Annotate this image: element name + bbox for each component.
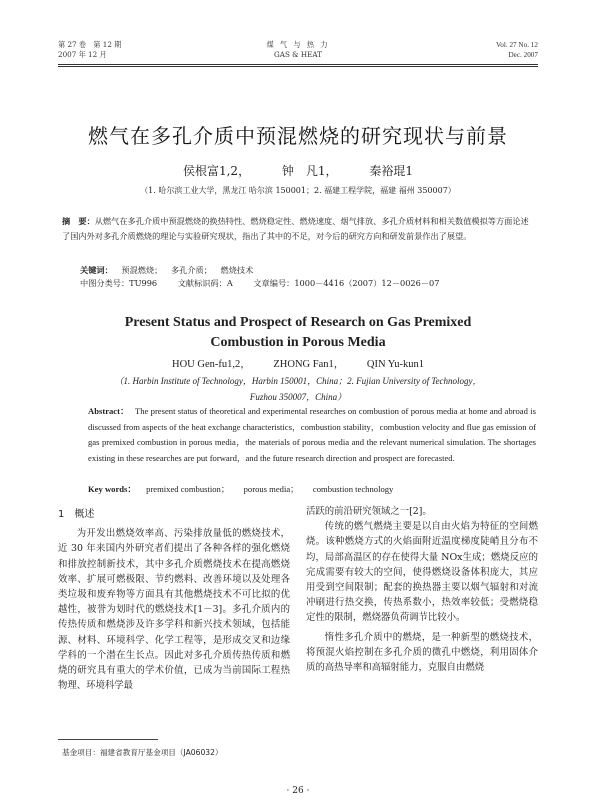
header-volume-en: Vol. 27 No. 12: [496, 41, 538, 49]
title-en-line-2: Combustion in Porous Media: [210, 335, 386, 350]
authors-en: [0, 356, 596, 371]
body-paragraph-2: 传统的燃气燃烧主要是以自由火焰为特征的空间燃烧。该种燃烧方式的火焰面附近温度梯度陡峭且分布不均，局部高温区的存在使得大量 NOx生成；燃烧反应的完成需要有较大的空间，使得燃烧设备体积庞大，其应用受到空间限制；配套的换热器主要以烟气辐射和对流冲刷进行热交换，传热系数小，热效率较低；受燃烧稳定性的限制，燃烧器负荷调节比较小。: [306, 521, 538, 624]
footnote-funding: 基金项目：福建省教育厅基金项目（JA06032）: [62, 748, 223, 757]
page-title-en: [0, 313, 596, 353]
abstract-en-label: Abstract：: [88, 406, 129, 416]
author-2-cn: 钟 凡1，: [281, 164, 338, 178]
affiliation-en-line-1: （1. Harbin Institute of Technology，Harbin 150001，China；2. Fujian University of Technology，: [114, 376, 482, 386]
keyword-cn-2: 多孔介质；: [170, 265, 212, 275]
affiliation-en: [70, 373, 526, 405]
abstract-cn-label: 摘 要：: [62, 216, 95, 226]
keyword-en-2: porous media；: [243, 484, 299, 494]
author-3-cn: 秦裕琨1: [369, 164, 414, 178]
authors-cn: [0, 162, 596, 179]
body-paragraph-continued: 活跃的前沿研究领域之一[2]。: [306, 506, 432, 517]
keyword-cn-3: 燃烧技术: [220, 265, 254, 275]
footnote-rule: [58, 739, 158, 740]
article-meta: [80, 278, 457, 289]
section-1-title: 1 概述: [58, 509, 95, 520]
abstract-en-text: The present status of theoretical and experimental researches on combustion of porous media at home and abroad is discussed from aspects of the heat exchange characteristics，combustion stability，combustion velocity and flue gas emission of gas premixed combustion in porous media，the materials of porous media and the relevant numerical simulation. The shortages existing in these researches are put forward，and the future research direction and prospect are forecasted.: [88, 406, 536, 463]
affiliation-cn: （1. 哈尔滨工业大学，黑龙江 哈尔滨 150001；2. 福建工程学院，福建 福州 350007）: [140, 186, 456, 195]
header-date-en: Dec. 2007: [508, 51, 538, 59]
page-number: · 26 ·: [286, 786, 310, 796]
journal-name-en: GAS & HEAT: [274, 50, 322, 59]
author-1-cn: 侯根富1,2，: [182, 164, 251, 178]
header-rule-top: [58, 64, 538, 65]
keyword-cn-1: 预混燃烧；: [121, 265, 163, 275]
abstract-en: [88, 404, 536, 466]
body-column-right: [306, 504, 538, 675]
keyword-en-3: combustion technology: [312, 484, 394, 494]
header-volume: 第 27 卷 第 12 期: [58, 40, 122, 49]
header-rule-bottom: [58, 66, 538, 67]
body-column-left: [58, 507, 290, 693]
abstract-cn: [62, 214, 536, 244]
keywords-en-label: Key words：: [88, 484, 136, 494]
author-2-en: ZHONG Fan1，: [273, 359, 345, 370]
title-en-line-1: Present Status and Prospect of Research on Gas Premixed: [124, 315, 472, 330]
keywords-cn: [62, 263, 536, 278]
keywords-cn-label: 关键词：: [80, 265, 113, 275]
body-paragraph-3: 惰性多孔介质中的燃烧，是一种新型的燃烧技术，将预混火焰控制在多孔介质的微孔中燃烧，利用固体介质的高热导率和高辐射能力，克服自由燃烧: [306, 631, 538, 674]
journal-volume-en: [496, 40, 538, 60]
document-code: 文献标识码：A: [177, 278, 233, 288]
journal-name-cn: 煤 气 与 热 力: [266, 40, 330, 49]
page-title-cn: 燃气在多孔介质中预混燃烧的研究现状与前景: [88, 124, 508, 148]
author-3-en: QIN Yu-kun1: [366, 359, 424, 370]
keyword-en-1: premixed combustion；: [146, 484, 230, 494]
abstract-cn-text: 从燃气在多孔介质中预混燃烧的换热特性、燃烧稳定性、燃烧速度、烟气排放、多孔介质材料和相关数值模拟等方面论述了国内外对多孔介质燃烧的理论与实验研究现状，指出了其中的不足，对今后的研究方向和研发前景作出了展望。: [62, 216, 529, 241]
body-paragraph-1: 为开发出燃烧效率高、污染排放量低的燃烧技术，近 30 年来国内外研究者们提出了各种各样的强化燃烧和排放控制新技术，其中多孔介质燃烧技术在提高燃烧效率、扩展可燃极限、节约燃料、改善环境以及处理各类垃圾和废弃物等方面具有其他燃烧技术不可比拟的优越性，被誉为划时代的燃烧技术[1－3]。多孔介质内的传热传质和燃烧涉及许多学科和新兴技术领域，包括能源、材料、环境科学、化学工程等，是形成交叉和边缘学科的一个潜在生长点。因此对多孔介质传热传质和燃烧的研究具有重大的学术价值，已成为当前国际工程热物理、环境科学最: [58, 528, 290, 692]
header-date-cn: 2007 年 12 月: [58, 50, 107, 59]
article-number: 文章编号：1000－4416（2007）12－0026－07: [253, 278, 440, 288]
keywords-en: [88, 483, 405, 495]
clc-number: 中图分类号：TU996: [80, 278, 158, 288]
affiliation-en-line-2: Fuzhou 350007，China）: [249, 392, 347, 402]
author-1-en: HOU Gen-fu1,2，: [172, 359, 251, 370]
